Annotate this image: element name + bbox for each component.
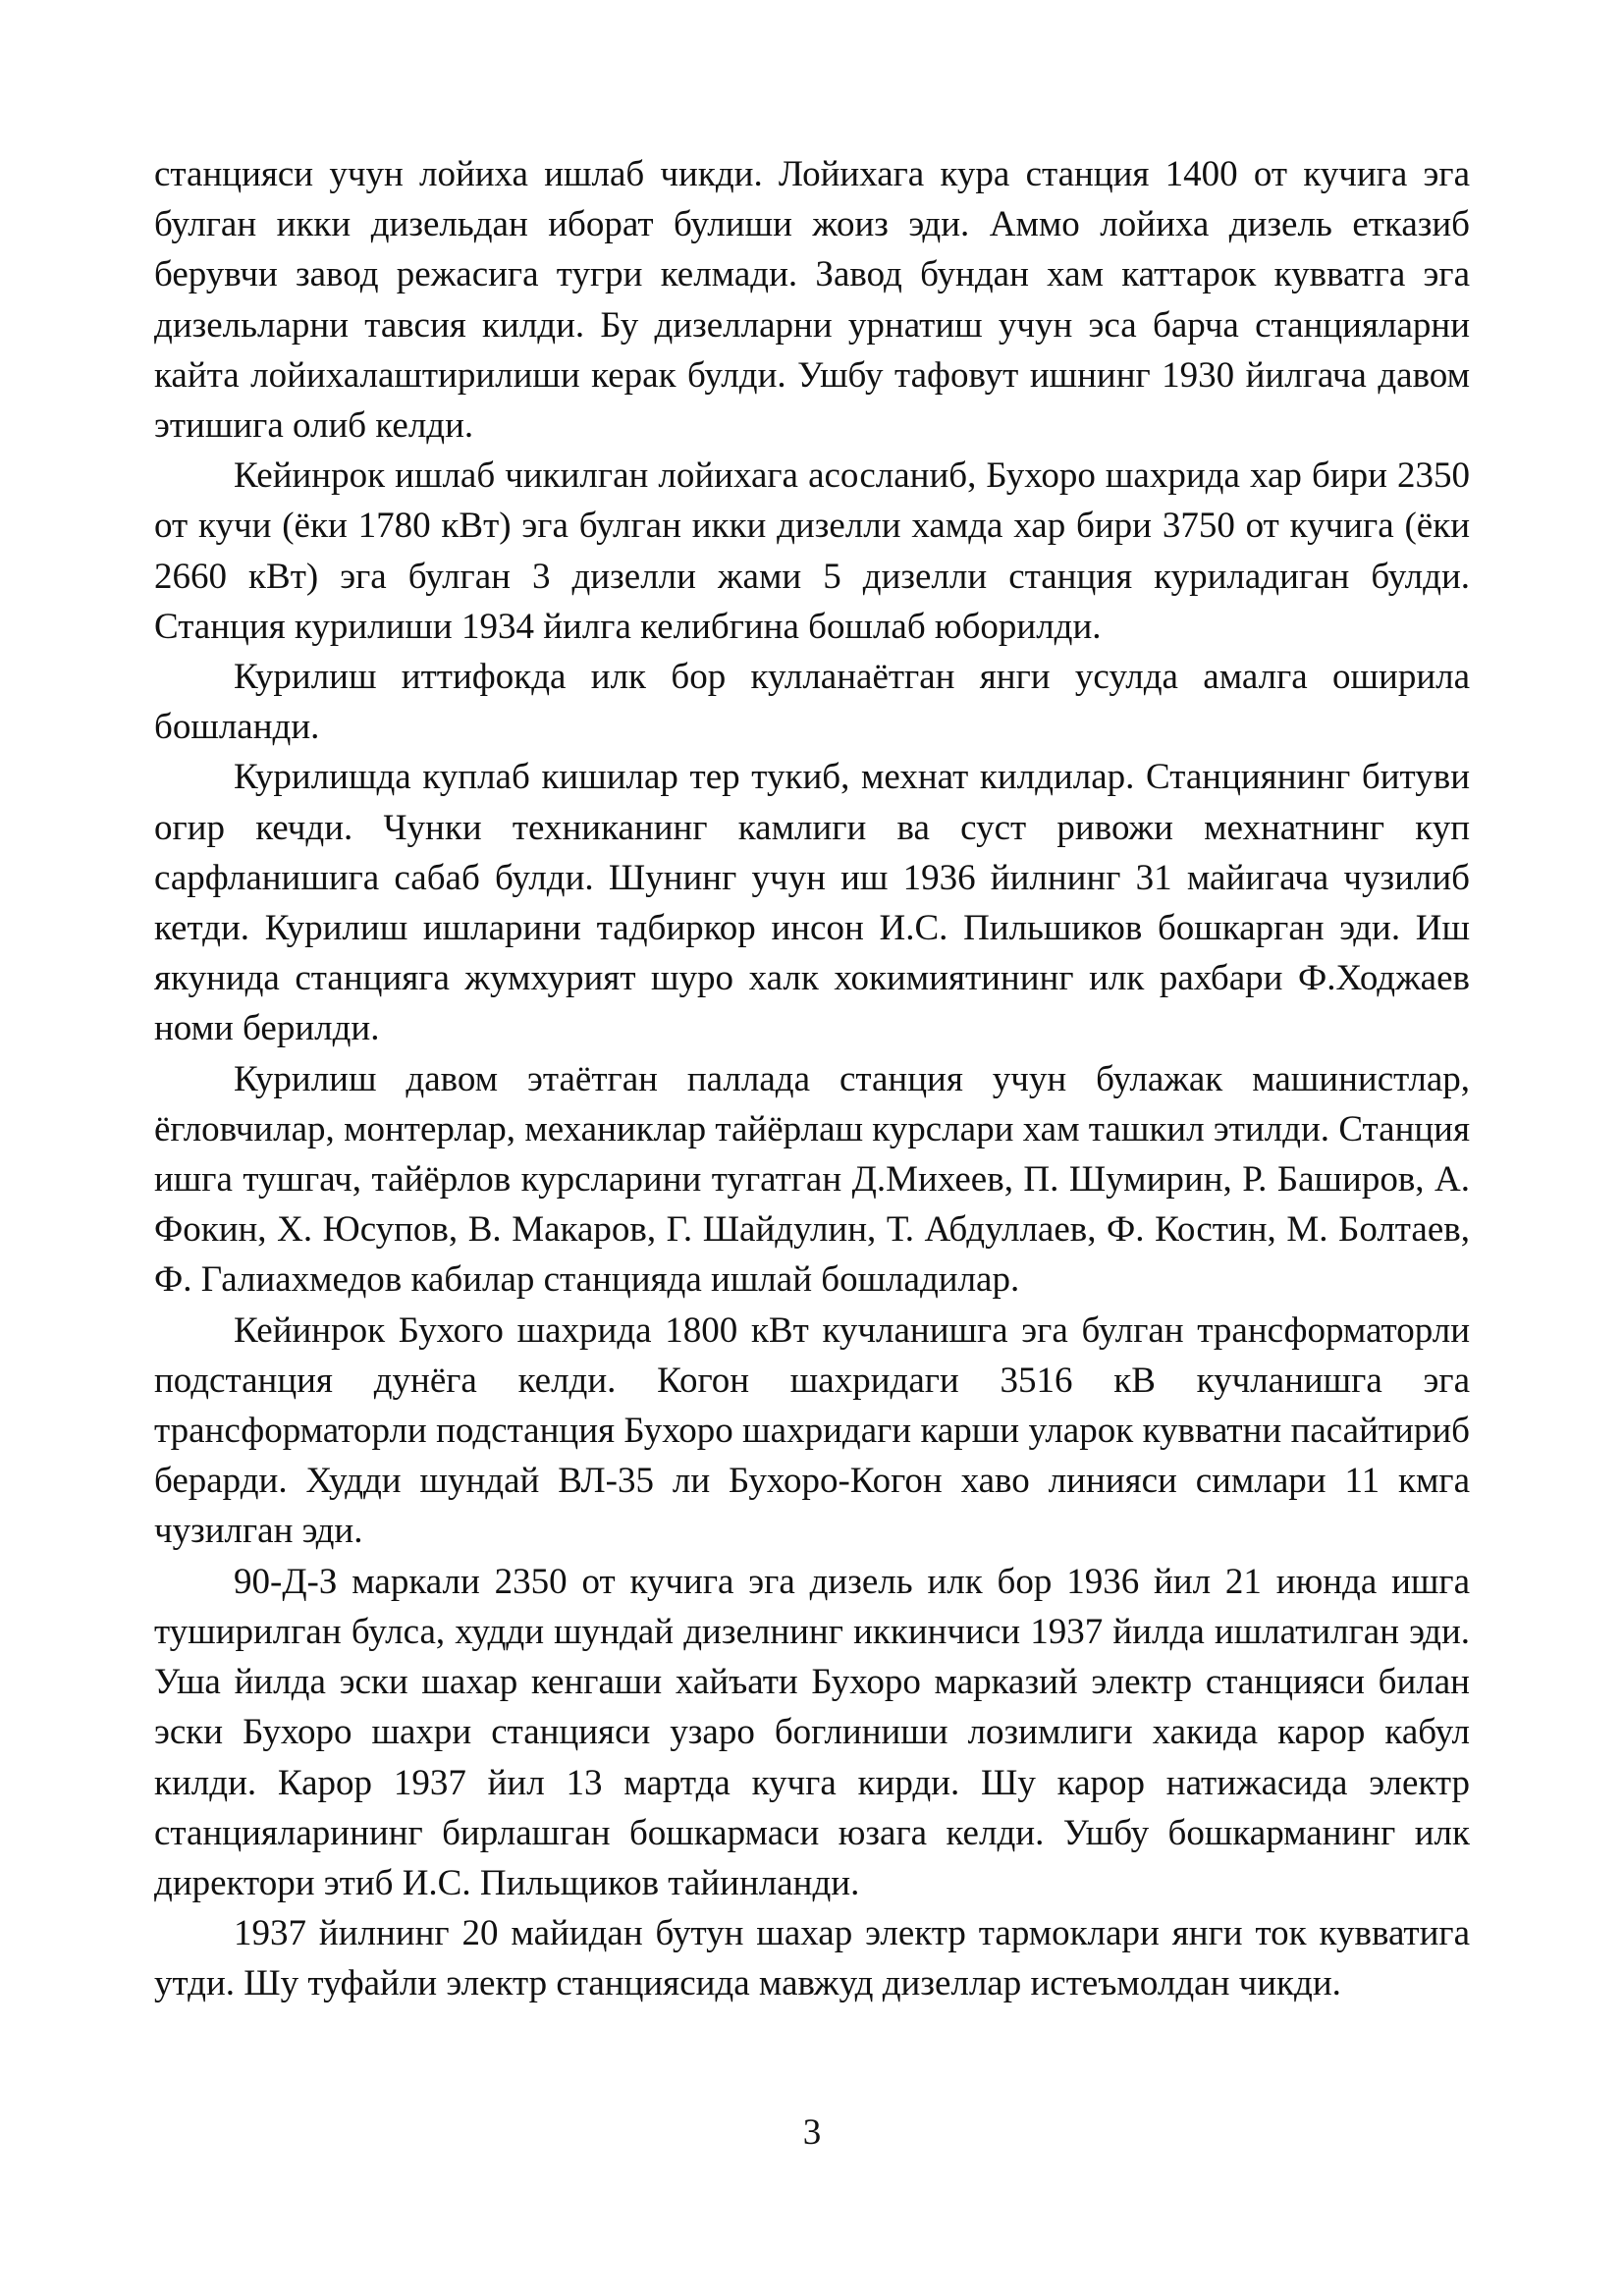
- paragraph-station-design: Кейинрок ишлаб чикилган лойихага асосланиб, Бухоро шахрида хар бири 2350 от кучи (ёки 1780 кВт) эга булган икки дизелли хамда хар бири 3750 от кучига (ёки 2660 кВт) эга булган 3 дизелли жами 5 дизелли станция куриладиган булди. Станция курилиши 1934 йилга келибгина бошлаб юборилди.: [154, 455, 1470, 647]
- paragraph-construction-labor: Курилишда куплаб кишилар тер тукиб, мехнат килдилар. Станциянинг битуви огир кечди. Чунки техниканинг камлиги ва суст ривожи мехнатнинг куп сарфланишига сабаб булди. Шунинг учун иш 1936 йилнинг 31 майигача чузилиб кетди. Курилиш ишларини тадбиркор инсон И.С. Пильшиков бошкарган эди. Иш якунида станцияга жумхурият шуро халк хокимиятининг илк рахбари Ф.Ходжаев номи берилди.: [154, 757, 1470, 1049]
- paragraph-grid-transition: 1937 йилнинг 20 майидан бутун шахар электр тармоклари янги ток кувватига утди. Шу туфайли электр станциясида мавжуд дизеллар истеъмолдан чикди.: [154, 1913, 1470, 2004]
- paragraph-training-courses: Курилиш давом этаётган паллада станция учун булажак машинистлар, ёгловчилар, монтерлар, механиклар тайёрлаш курслари хам ташкил этилди. Станция ишга тушгач, тайёрлов курсларини тугатган Д.Михеев, П. Шумирин, Р. Баширов, А. Фокин, Х. Юсупов, В. Макаров, Г. Шайдулин, Т. Абдуллаев, Ф. Костин, М. Болтаев, Ф. Галиахмедов кабилар станцияда ишлай бошладилар.: [154, 1058, 1470, 1301]
- page-number: 3: [802, 2112, 822, 2153]
- paragraph-diesel-launch: 90-Д-З маркали 2350 от кучига эга дизель илк бор 1936 йил 21 июнда ишга туширилган булса, худди шундай дизелнинг иккинчиси 1937 йилда ишлатилган эди. Уша йилда эски шахар кенгаши хайъати Бухоро марказий электр станцияси билан эски Бухоро шахри станцияси узаро боглиниши лозимлиги хакида карор кабул килди. Карор 1937 йил 13 мартда кучга кирди. Шу карор натижасида электр станцияларининг бирлашган бошкармаси юзага келди. Ушбу бошкарманинг илк директори этиб И.С. Пильщиков тайинланди.: [154, 1561, 1470, 1903]
- document-body: [154, 149, 1470, 2009]
- paragraph-continuation: станцияси учун лойиха ишлаб чикди. Лойихага кура станция 1400 от кучига эга булган икки дизельдан иборат булиши жоиз эди. Аммо лойиха дизель етказиб берувчи завод режасига тугри келмади. Завод бундан хам каттарок кувватга эга дизельларни тавсия килди. Бу дизелларни урнатиш учун эса барча станцияларни кайта лойихалаштирилиши керак булди. Ушбу тафовут ишнинг 1930 йилгача давом этишига олиб келди.: [154, 154, 1470, 447]
- paragraph-substation: Кейинрок Бухого шахрида 1800 кВт кучланишга эга булган трансформаторли подстанция дунёга келди. Когон шахридаги 3516 кВ кучланишга эга трансформаторли подстанция Бухоро шахридаги карши уларок кувватни пасайтириб берарди. Худди шундай ВЛ-35 ли Бухоро-Когон хаво линияси симлари 11 кмга чузилган эди.: [154, 1309, 1470, 1552]
- paragraph-construction-method: Курилиш иттифокда илк бор кулланаётган янги усулда амалга оширила бошланди.: [154, 657, 1470, 748]
